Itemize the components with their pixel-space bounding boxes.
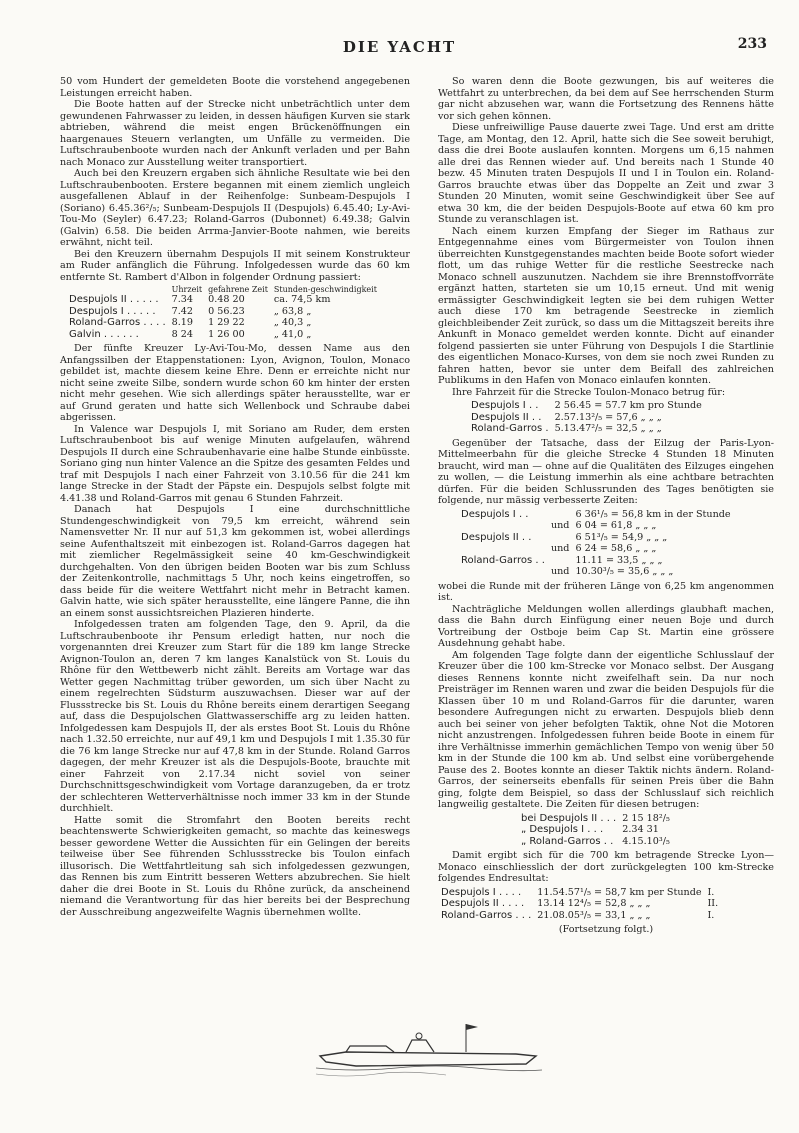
table-cell: „ 40,3 „ bbox=[273, 317, 312, 328]
left-column bbox=[60, 76, 410, 918]
table-cell bbox=[548, 555, 573, 567]
table-row bbox=[458, 555, 734, 567]
continued-note: (Fortsetzung folgt.) bbox=[558, 924, 654, 935]
paragraph: Infolgedessen traten am folgenden Tage, den 9. April, da die Luftschraubenboote ihr Pensum erledigt hatten, nur noch die vorgenannten drei Kreuzer zum Start für die 189 km lange Strecke Avignon-Toulon an, deren 7 km langes Kanalstück von St. Louis du Rhône für den Wettbewerb nicht zählt. Bereits am Vortage war das Wetter gegen Nachmittag trüber geworden, um sich über Nacht zu einem regelrechten Südsturm auszuwachsen. Dieser war auf der Flussstrecke bis St. Louis du Rhône bereits einem derartigen Seegang auf, dass die Despujolschen Glattwasserschiffe arg zu leiden hatten. Infolgedessen kam Despujols II, der als erstes Boot St. Louis du Rhône nach 1.32.50 erreichte, nur auf 49,1 km und Despujols I mit 1.35.30 für die 76 km lange Strecke nur auf 47,8 km in der Stunde. Roland Garros dagegen, der mehr Kreuzer ist als die Despujols-Boote, brauchte mit einer Fahrzeit von 2.17.34 nicht soviel von seiner Durchschnittsgeschwindigkeit vom Vortage daranzugeben, da er trotz der schlechteren Wetterverhältnisse noch immer 33 km in der Stunde durchhielt. bbox=[60, 619, 410, 814]
paragraph: 50 vom Hundert der gemeldeten Boote die vorstehend angegebenen Leistungen erreicht haben. bbox=[60, 76, 410, 99]
column-header: gefahrene Zeit bbox=[208, 285, 268, 294]
table-cell: 6 51³/₅ = 54,9 „ „ „ bbox=[575, 531, 668, 543]
table-cell: und bbox=[550, 543, 570, 554]
motorboat-sketch-icon bbox=[316, 1018, 542, 1080]
table-row bbox=[468, 400, 705, 412]
boat-name bbox=[458, 566, 548, 578]
table-row bbox=[438, 898, 721, 910]
table-cell bbox=[548, 509, 573, 521]
table-cell: „ 63,8 „ bbox=[273, 305, 312, 317]
table-cell: 11.54.57¹/₅ = 58,7 km per Stunde bbox=[537, 886, 702, 898]
table-cell: 6 04 = 61,8 „ „ „ bbox=[575, 520, 657, 531]
table-row bbox=[66, 306, 380, 318]
boat-name: Despujols I . . . . bbox=[441, 886, 522, 898]
table-row bbox=[458, 520, 734, 532]
table-cell: 1 29 22 bbox=[208, 317, 245, 328]
table-cell: und bbox=[550, 566, 570, 577]
table-row bbox=[468, 412, 705, 424]
final-result-table bbox=[438, 887, 721, 922]
table-cell: und bbox=[550, 520, 570, 531]
boat-name: Despujols I . . . . . bbox=[69, 305, 156, 317]
rounds-table bbox=[458, 509, 734, 578]
table-cell: 10.30³/₅ = 35,6 „ „ „ bbox=[575, 566, 674, 577]
table-cell: 5.13.47²/₅ = 32,5 „ „ „ bbox=[554, 423, 662, 434]
paragraph: Auch bei den Kreuzern ergaben sich ähnliche Resultate wie bei den Luftschraubenbooten. Erstere begannen mit einem ziemlich ungleich ausgefallenen Ablauf in der Reihenfolge: Sunbeam-Despujols I (Soriano) 6.45.36²/₅; Sunbeam-Despujols II (Despujols) 6.45.40; Ly-Avi-Tou-Mo (Seyler) 6.47.23; Roland-Garros (Dubonnet) 6.49.38; Galvin (Galvin) 6.58. Die beiden Arrma-Janvier-Boote nahmen, wie bereits erwähnt, nicht teil. bbox=[60, 168, 410, 248]
table-row bbox=[438, 910, 721, 922]
boat-name: Despujols I . . bbox=[461, 508, 529, 520]
rank-cell: I. bbox=[707, 909, 715, 921]
boat-name: Roland-Garros . . bbox=[461, 554, 545, 566]
table-row bbox=[518, 836, 673, 848]
paragraph: Diese unfreiwillige Pause dauerte zwei Tage. Und erst am dritte Tage, am Montag, den 12. April, hatte sich die See soweit beruhigt, dass die drei Boote auslaufen konnten. Morgens um 6,15 nahmen alle drei das Rennen wieder auf. Und bereits nach 1 Stunde 40 bezw. 45 Minuten traten Despujols II und I in Toulon ein. Roland-Garros brauchte etwas über das Doppelte an Zeit und zwar 3 Stunden 20 Minuten, womit seine Geschwindigkeit über See auf etwa 30 km, die der beiden Despujols-Boote auf etwa 60 km pro Stunde zu veranschlagen ist. bbox=[438, 122, 774, 225]
boat-name: bei Despujols II . . . bbox=[521, 812, 617, 824]
table-row bbox=[468, 423, 705, 435]
rank-cell: I. bbox=[707, 886, 715, 898]
boat-name: „ Despujols I . . . bbox=[521, 824, 604, 835]
table-cell: 0.48 20 bbox=[208, 294, 245, 305]
boat-name: Roland-Garros . bbox=[471, 423, 549, 434]
table-cell: 13.14 12⁴/₅ = 52,8 „ „ „ bbox=[537, 898, 651, 909]
table-row bbox=[66, 317, 380, 329]
table-cell: 6 36¹/₅ = 56,8 km in der Stunde bbox=[575, 508, 731, 520]
table-cell: 8 24 bbox=[171, 328, 194, 340]
table-cell: 4.15.10³/₅ bbox=[622, 835, 670, 847]
table-row bbox=[518, 824, 673, 836]
paragraph: Die Boote hatten auf der Strecke nicht unbeträchtlich unter dem gewundenen Fahrwasser zu leiden, in dessen häufigen Kurven sie stark abtrieben, während die meist engen Brückenöffnungen ein haargenaues Steuern verlangten, um Unfälle zu vermeiden. Die Luftschraubenboote wurden nach der Ankunft verladen und per Bahn nach Monaco zur Ausstellung weiter transportiert. bbox=[60, 99, 410, 168]
paragraph: Der fünfte Kreuzer Ly-Avi-Tou-Mo, dessen Name aus den Anfangssilben der Etappenstationen: Lyon, Avignon, Toulon, Monaco gebildet ist, machte diesem keine Ehre. Denn er erreichte nicht nur nicht seine zweite Silbe, sondern wurde schon 60 km hinter der ersten nicht mehr gesehen. Wie sich allerdings später herausstellte, war er auf Grund geraten und hatte sich Wellenbock und Schraube dabei abgerissen. bbox=[60, 343, 410, 423]
paragraph: Am folgenden Tage folgte dann der eigentliche Schlusslauf der Kreuzer über die 100 km-Strecke vor Monaco selbst. Der Ausgang dieses Rennens konnte nicht zweifelhaft sein. Da nur noch Preisträger im Rennen waren und zwar die beiden Despujols für die Klassen über 10 m und Roland-Garros für die darunter, waren besondere Aufregungen nicht zu erwarten. Despujols blieb denn auch bei seiner von jeher befolgten Taktik, ohne Not die Motoren nicht anzustrengen. Infolgedessen fuhren beide Boote in einem für ihre Verhältnisse immerhin gemächlichen Tempo von wenig über 50 km in der Stunde die 100 km ab. Und selbst eine vorübergehende Pause des 2. Bootes konnte an dieser Taktik nichts ändern. Roland-Garros, der seinerseits ebenfalls für seinen Preis über die Bahn ging, folgte dem Beispiel, so dass der Schlusslauf sich reichlich langweilig gestaltete. Die Zeiten für diesen betrugen: bbox=[438, 649, 774, 810]
paragraph: Nach einem kurzen Empfang der Sieger im Rathaus zur Entgegennahme eines vom Bürgermeister von Toulon ihnen überreichten Kunstgegenstandes machten beide Boote sofort wieder flott, um das ruhige Wetter für die restliche Seestrecke nach Monaco schnell auszunutzen. Nachdem sie ihre Brennstoffvorräte ergänzt hatten, starteten sie um 10,15 erneut. Und mit wenig ermässigter Geschwindigkeit legten sie bei dem ruhigen Wetter auch diese 170 km betragende Seestrecke in ziemlich gleichbleibender Zeit zurück, so dass um die Mittagszeit bereits ihre Ankunft in Monaco gemeldet werden konnte. Dicht auf einander folgend passierten sie unter Führung von Despujols I die Startlinie des eigentlichen Monaco-Kurses, von dem sie noch zwei Runden zu fahren hatten, bevor sie unter dem Beifall des zahlreichen Publikums in den Hafen von Monaco einlaufen konnten. bbox=[438, 225, 774, 386]
table-row bbox=[458, 566, 734, 578]
boat-name: Despujols I . . bbox=[471, 400, 539, 411]
race-table bbox=[66, 285, 380, 340]
table-cell: 21.08.05³/₅ = 33,1 „ „ „ bbox=[537, 909, 651, 921]
boat-name: Despujols II . . bbox=[461, 531, 532, 543]
right-column bbox=[438, 76, 774, 936]
paragraph: Danach hat Despujols I eine durchschnittliche Stundengeschwindigkeit von 79,5 km erreicht, während sein Namensvetter Nr. II nur auf 51,3 km gekommen ist, wobei allerdings seine Aufenthaltszeit mit einbezogen ist. Roland-Garros dagegen hat mit ziemlicher Regelmässigkeit seine 40 km-Geschwindigkeit durchgehalten. Von den übrigen beiden Booten war bis zum Schluss der Zeitenkontrolle, nachmittags 5 Uhr, noch keins eingetroffen, so dass beide für die weitere Wettfahrt nicht mehr in Betracht kamen. Galvin hatte, wie sich später herausstellte, eine längere Panne, die ihn an einem sonst aussichtsreichen Plazieren hinderte. bbox=[60, 504, 410, 619]
boat-name: Roland-Garros . . . . bbox=[69, 317, 166, 328]
paragraph: Nachträgliche Meldungen wollen allerdings glaubhaft machen, dass die Bahn durch Einfügung einer neuen Boje und durch Vortreibung der Ostboje beim Cap St. Martin eine grössere Ausdehnung gehabt habe. bbox=[438, 603, 774, 649]
column-header: Stunden-geschwindigkeit bbox=[273, 285, 377, 294]
table-cell: 0 56.23 bbox=[208, 305, 245, 317]
table-cell: 11.11 = 33,5 „ „ „ bbox=[575, 554, 663, 566]
paragraph: Gegenüber der Tatsache, dass der Eilzug der Paris-Lyon-Mittelmeerbahn für die gleiche Strecke 4 Stunden 18 Minuten braucht, wird man — ohne auf die Qualitäten des Eilzuges eingehen zu wollen, — die Leistung immerhin als eine achtbare betrachten dürfen. Für die beiden Schlussrunden des Tages benötigten sie folgende, nur mässig verbesserte Zeiten: bbox=[438, 437, 774, 506]
boat-name: Despujols II . . . . bbox=[441, 898, 525, 909]
table-cell: 1 26 00 bbox=[208, 328, 245, 340]
paragraph: Bei den Kreuzern übernahm Despujols II mit seinem Konstrukteur am Ruder anfänglich die Führung. Infolgedessen wurde das 60 km entfernte St. Rambert d'Albon in folgender Ordnung passiert: bbox=[60, 248, 410, 283]
table-cell: ca. 74,5 km bbox=[273, 294, 331, 305]
table-row bbox=[458, 532, 734, 544]
boat-name: Roland-Garros . . . bbox=[441, 909, 532, 921]
boat-name: Galvin . . . . . . bbox=[69, 328, 139, 340]
paragraph: Damit ergibt sich für die 700 km betragende Strecke Lyon—Monaco einschliesslich der dort zurückgelegten 100 km-Strecke folgendes Endresultat: bbox=[438, 850, 774, 884]
column-header: Uhrzeit bbox=[171, 285, 203, 294]
toulon-monaco-table bbox=[468, 400, 705, 435]
rank-cell: II. bbox=[707, 898, 719, 909]
journal-title: DIE YACHT bbox=[342, 38, 457, 56]
table-row bbox=[518, 813, 673, 825]
table-cell: „ 41,0 „ bbox=[273, 328, 312, 340]
table-row bbox=[66, 329, 380, 341]
table-cell: 6 24 = 58,6 „ „ „ bbox=[575, 543, 657, 554]
boat-name bbox=[458, 543, 548, 555]
final-run-table bbox=[518, 813, 673, 848]
table-cell bbox=[548, 532, 573, 544]
table-header-row bbox=[66, 285, 380, 294]
table-cell: 8.19 bbox=[171, 317, 194, 328]
table-row bbox=[458, 543, 734, 555]
boat-name: Despujols II . . bbox=[471, 411, 542, 423]
paragraph: Ihre Fahrzeit für die Strecke Toulon-Monaco betrug für: bbox=[452, 386, 726, 398]
page-number: 233 bbox=[737, 36, 767, 52]
paragraph: In Valence war Despujols I, mit Soriano am Ruder, dem ersten Luftschraubenboot bis auf wenige Minuten aufgelaufen, während Despujols II durch eine Schraubenhavarie eine halbe Stunde einbüsste. Soriano ging nun hinter Valence an die Spitze des gesamten Feldes und traf mit Despujols I nach einer Fahrzeit von 3.10.56 für die 241 km lange Strecke in der Stadt der Päpste ein. Despujols selbst folgte mit 4.41.38 und Roland-Garros mit genau 6 Stunden Fahrzeit. bbox=[60, 423, 410, 504]
boat-name bbox=[458, 520, 548, 532]
table-cell: 2 56.45 = 57.7 km pro Stunde bbox=[554, 400, 702, 411]
table-cell: 2.57.13²/₅ = 57,6 „ „ „ bbox=[554, 411, 662, 423]
table-row bbox=[438, 887, 721, 899]
table-cell: 7.34 bbox=[171, 294, 194, 305]
paragraph: wobei die Runde mit der früheren Länge von 6,25 km angenommen ist. bbox=[438, 580, 774, 603]
table-cell: 2.34 31 bbox=[622, 824, 659, 835]
table-row bbox=[458, 509, 734, 521]
boat-name: Despujols II . . . . . bbox=[69, 294, 159, 305]
table-row bbox=[66, 294, 380, 306]
table-cell: 7.42 bbox=[171, 305, 194, 317]
paragraph: Hatte somit die Stromfahrt den Booten bereits recht beachtenswerte Schwierigkeiten gemacht, so machte das keineswegs besser gewordene Wetter die Aussichten für ein Gelingen der bereits teilweise über See führenden Schlussstrecke bis Toulon einfach illusorisch. Die Wettfahrtleitung sah sich infolgedessen gezwungen, das Rennen bis zum Eintritt besseren Wetters abzubrechen. Sie hielt daher die drei Boote in St. Louis du Rhône zurück, da anscheinend niemand die Verantwortung für das hier bereits bei der Besprechung der Ausschreibung angezweifelte Wagnis übernehmen wollte. bbox=[60, 814, 410, 918]
paragraph: So waren denn die Boote gezwungen, bis auf weiteres die Wettfahrt zu unterbrechen, da bei dem auf See herrschenden Sturm gar nicht abzusehen war, wann die Fortsetzung des Rennens hätte vor sich gehen können. bbox=[438, 76, 774, 122]
table-cell: 2 15 18²/₅ bbox=[622, 812, 670, 824]
boat-name: „ Roland-Garros . . bbox=[521, 835, 614, 847]
